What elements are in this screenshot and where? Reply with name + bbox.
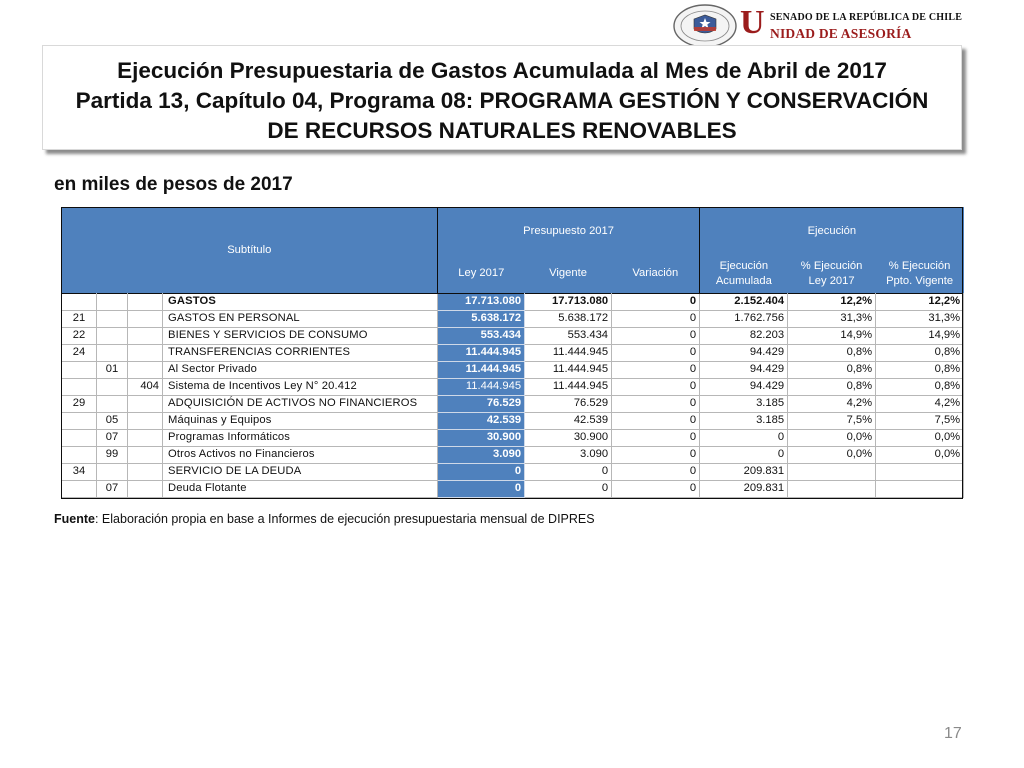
header-pct-vigente [876, 255, 964, 293]
cell-variacion: 0 [612, 310, 700, 327]
cell-sub: 21 [62, 310, 97, 327]
cell-item [97, 463, 128, 480]
cell-pct-vig: 0,0% [876, 429, 964, 446]
header-pct-vigente-line1: % Ejecución [888, 259, 951, 272]
header-ejecucion: Ejecución [700, 207, 964, 255]
cell-pct-ley: 0,0% [788, 446, 876, 463]
cell-name: Sistema de Incentivos Ley N° 20.412 [163, 378, 438, 395]
cell-vigente: 11.444.945 [525, 344, 612, 361]
cell-sub [62, 446, 97, 463]
cell-ejec: 94.429 [700, 344, 788, 361]
table-row [62, 361, 964, 378]
cell-variacion: 0 [612, 480, 700, 497]
cell-ejec: 3.185 [700, 412, 788, 429]
header-pct-ley [788, 255, 876, 293]
cell-pct-ley: 31,3% [788, 310, 876, 327]
cell-sub [62, 429, 97, 446]
cell-item: 01 [97, 361, 128, 378]
cell-item: 07 [97, 429, 128, 446]
cell-vigente: 3.090 [525, 446, 612, 463]
logo-senate-name: SENADO DE LA REPÚBLICA DE CHILE [770, 12, 963, 23]
cell-asig [128, 446, 163, 463]
cell-pct-vig: 4,2% [876, 395, 964, 412]
cell-ley: 11.444.945 [438, 344, 525, 361]
cell-asig [128, 310, 163, 327]
cell-ley: 553.434 [438, 327, 525, 344]
cell-asig [128, 293, 163, 310]
cell-variacion: 0 [612, 344, 700, 361]
cell-variacion: 0 [612, 327, 700, 344]
header-pct-ley-line2: Ley 2017 [808, 274, 855, 287]
cell-asig: 404 [128, 378, 163, 395]
cell-pct-vig: 12,2% [876, 293, 964, 310]
cell-item: 05 [97, 412, 128, 429]
cell-ley: 11.444.945 [438, 361, 525, 378]
cell-ejec: 209.831 [700, 480, 788, 497]
cell-ejec: 94.429 [700, 361, 788, 378]
cell-variacion: 0 [612, 429, 700, 446]
cell-pct-ley: 7,5% [788, 412, 876, 429]
cell-name: ADQUISICIÓN DE ACTIVOS NO FINANCIEROS [163, 395, 438, 412]
header-pct-vigente-line2: Ppto. Vigente [886, 274, 954, 287]
cell-item [97, 310, 128, 327]
header-vigente: Vigente [525, 255, 612, 293]
cell-item [97, 344, 128, 361]
cell-vigente: 553.434 [525, 327, 612, 344]
header-ley: Ley 2017 [438, 255, 525, 293]
cell-name: TRANSFERENCIAS CORRIENTES [163, 344, 438, 361]
cell-asig [128, 344, 163, 361]
cell-asig [128, 361, 163, 378]
table-row [62, 310, 964, 327]
slide-title: Ejecución Presupuestaria de Gastos Acumulada al Mes de Abril de 2017 [117, 58, 887, 83]
cell-vigente: 30.900 [525, 429, 612, 446]
cell-vigente: 0 [525, 463, 612, 480]
slide-title-box [42, 45, 962, 150]
cell-sub [62, 480, 97, 497]
cell-vigente: 42.539 [525, 412, 612, 429]
cell-ejec: 0 [700, 446, 788, 463]
cell-ley: 30.900 [438, 429, 525, 446]
source-note [54, 512, 595, 526]
cell-vigente: 0 [525, 480, 612, 497]
cell-name: SERVICIO DE LA DEUDA [163, 463, 438, 480]
cell-vigente: 11.444.945 [525, 378, 612, 395]
cell-ejec: 0 [700, 429, 788, 446]
cell-ley: 17.713.080 [438, 293, 525, 310]
cell-ley: 3.090 [438, 446, 525, 463]
senate-seal-logo [672, 3, 738, 49]
cell-pct-vig [876, 480, 964, 497]
header-variacion: Variación [612, 255, 700, 293]
cell-sub: 34 [62, 463, 97, 480]
cell-pct-ley: 0,8% [788, 361, 876, 378]
table-row [62, 293, 964, 310]
cell-pct-vig: 0,0% [876, 446, 964, 463]
header-ejecucion-acumulada [700, 255, 788, 293]
cell-item [97, 395, 128, 412]
cell-variacion: 0 [612, 395, 700, 412]
cell-asig [128, 412, 163, 429]
table-row [62, 344, 964, 361]
cell-sub [62, 378, 97, 395]
cell-pct-vig [876, 463, 964, 480]
cell-sub [62, 361, 97, 378]
cell-ejec: 2.152.404 [700, 293, 788, 310]
cell-pct-ley [788, 463, 876, 480]
logo-unit-name: NIDAD DE ASESORÍA [770, 26, 911, 41]
cell-pct-ley: 4,2% [788, 395, 876, 412]
units-label: en miles de pesos de 2017 [54, 174, 293, 195]
cell-item [97, 327, 128, 344]
cell-name: Otros Activos no Financieros [163, 446, 438, 463]
cell-item [97, 293, 128, 310]
source-label: Fuente [54, 512, 95, 526]
cell-ley: 0 [438, 480, 525, 497]
cell-sub [62, 412, 97, 429]
logo-initial: U [740, 4, 765, 41]
cell-pct-vig: 0,8% [876, 361, 964, 378]
cell-name: GASTOS EN PERSONAL [163, 310, 438, 327]
cell-asig [128, 429, 163, 446]
cell-ley: 76.529 [438, 395, 525, 412]
cell-variacion: 0 [612, 293, 700, 310]
table-row [62, 480, 964, 497]
cell-ejec: 3.185 [700, 395, 788, 412]
cell-name: Programas Informáticos [163, 429, 438, 446]
header-subtitulo: Subtítulo [62, 207, 438, 293]
table-row [62, 378, 964, 395]
cell-sub: 29 [62, 395, 97, 412]
cell-name: GASTOS [163, 293, 438, 310]
cell-name: Máquinas y Equipos [163, 412, 438, 429]
source-text: : Elaboración propia en base a Informes de ejecución presupuestaria mensual de DIPRES [94, 512, 595, 526]
cell-pct-ley [788, 480, 876, 497]
cell-sub: 24 [62, 344, 97, 361]
cell-ejec: 82.203 [700, 327, 788, 344]
cell-pct-vig: 14,9% [876, 327, 964, 344]
cell-name: Deuda Flotante [163, 480, 438, 497]
cell-vigente: 76.529 [525, 395, 612, 412]
senate-unit-logo [740, 6, 1020, 46]
cell-item: 99 [97, 446, 128, 463]
cell-pct-ley: 0,8% [788, 378, 876, 395]
budget-execution-table [61, 207, 964, 498]
cell-item: 07 [97, 480, 128, 497]
cell-pct-ley: 0,0% [788, 429, 876, 446]
cell-asig [128, 463, 163, 480]
cell-vigente: 5.638.172 [525, 310, 612, 327]
page-number: 17 [944, 725, 962, 742]
slide-subtitle: Partida 13, Capítulo 04, Programa 08: PROGRAMA GESTIÓN Y CONSERVACIÓN DE RECURSOS NATURALES RENOVABLES [75, 88, 929, 143]
cell-sub [62, 293, 97, 310]
cell-asig [128, 395, 163, 412]
header-ejecucion-acumulada-line1: Ejecución [719, 259, 769, 272]
cell-pct-vig: 0,8% [876, 378, 964, 395]
cell-asig [128, 480, 163, 497]
cell-vigente: 11.444.945 [525, 361, 612, 378]
cell-sub: 22 [62, 327, 97, 344]
cell-ley: 5.638.172 [438, 310, 525, 327]
table-row [62, 429, 964, 446]
cell-ejec: 94.429 [700, 378, 788, 395]
table-row [62, 327, 964, 344]
header-presupuesto: Presupuesto 2017 [438, 207, 700, 255]
cell-ley: 42.539 [438, 412, 525, 429]
cell-asig [128, 327, 163, 344]
cell-pct-ley: 12,2% [788, 293, 876, 310]
cell-ley: 0 [438, 463, 525, 480]
cell-pct-vig: 7,5% [876, 412, 964, 429]
cell-variacion: 0 [612, 463, 700, 480]
cell-variacion: 0 [612, 446, 700, 463]
table-row [62, 412, 964, 429]
cell-pct-vig: 0,8% [876, 344, 964, 361]
cell-ejec: 1.762.756 [700, 310, 788, 327]
cell-name: Al Sector Privado [163, 361, 438, 378]
cell-ley: 11.444.945 [438, 378, 525, 395]
table-row [62, 463, 964, 480]
header-pct-ley-line1: % Ejecución [800, 259, 863, 272]
cell-ejec: 209.831 [700, 463, 788, 480]
cell-pct-ley: 0,8% [788, 344, 876, 361]
table-row [62, 395, 964, 412]
cell-variacion: 0 [612, 361, 700, 378]
cell-item [97, 378, 128, 395]
cell-pct-ley: 14,9% [788, 327, 876, 344]
cell-variacion: 0 [612, 378, 700, 395]
cell-name: BIENES Y SERVICIOS DE CONSUMO [163, 327, 438, 344]
table-row [62, 446, 964, 463]
header-ejecucion-acumulada-line2: Acumulada [715, 274, 772, 287]
cell-pct-vig: 31,3% [876, 310, 964, 327]
cell-variacion: 0 [612, 412, 700, 429]
cell-vigente: 17.713.080 [525, 293, 612, 310]
